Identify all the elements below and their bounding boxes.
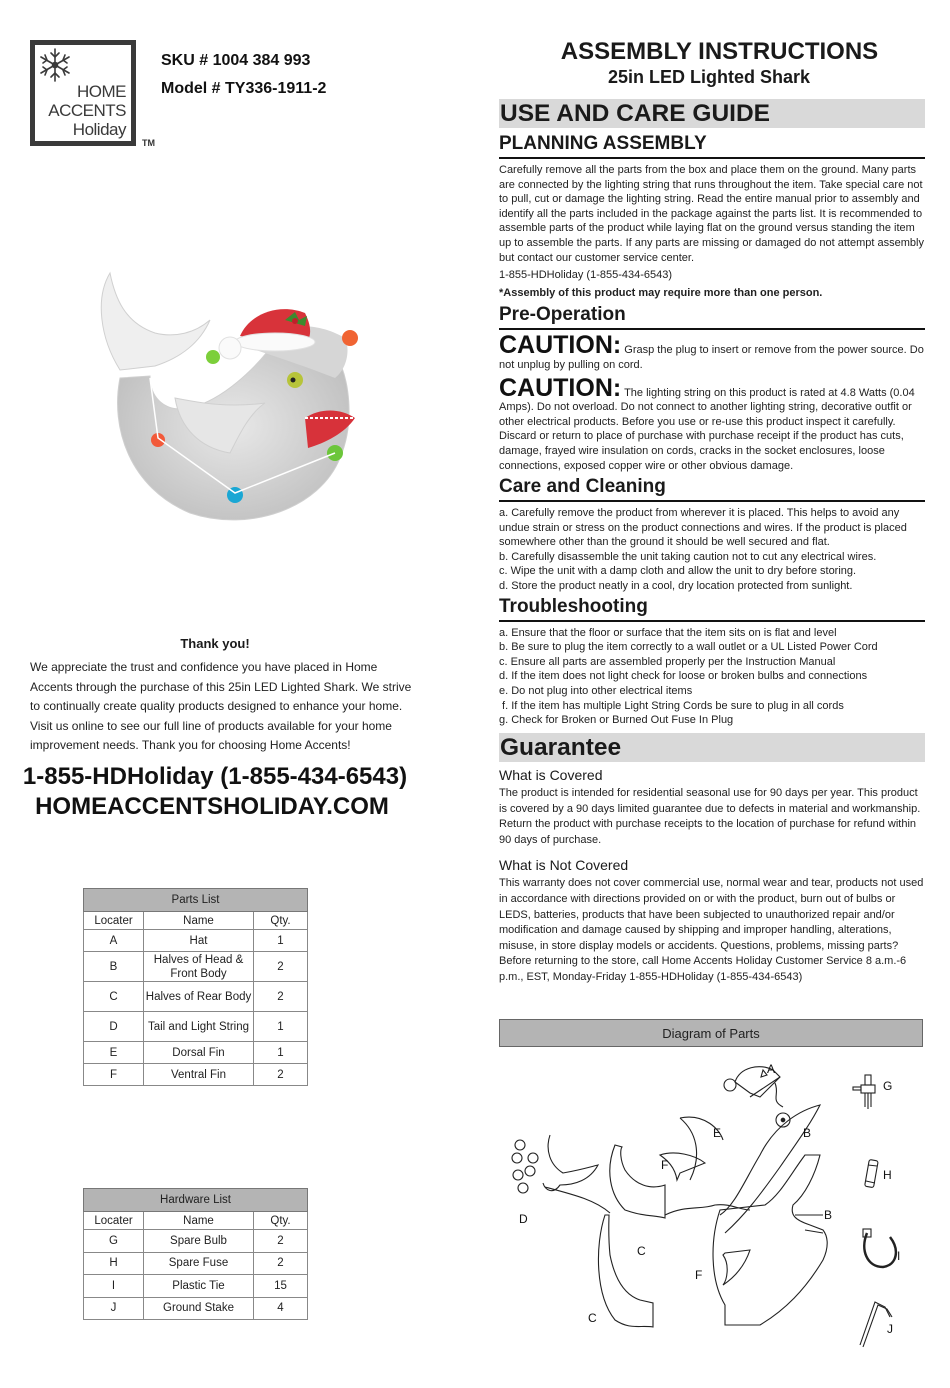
- diagram-label-f2: F: [695, 1268, 703, 1282]
- cell-name: Plastic Tie: [144, 1275, 254, 1298]
- cell-qty: 1: [254, 1042, 308, 1064]
- cell-qty: 1: [254, 930, 308, 952]
- what-is-covered-body: The product is intended for residential seasonal use for 90 days per year. This product is covered by a 90 days limited guarantee due to defects in material and workmanship. Return the product with purchase receipts to the location of purchase for refund within 90 days of purchase.: [499, 787, 921, 846]
- diagram-label-i: I: [897, 1249, 901, 1263]
- product-photo: [80, 258, 380, 538]
- planning-phone: 1-855-HDHoliday (1-855-434-6543): [499, 269, 673, 282]
- diagram-of-parts-header: Diagram of Parts: [499, 1019, 923, 1047]
- diagram-label-b2: B: [824, 1208, 833, 1222]
- cell-name: Halves of Rear Body: [144, 982, 254, 1012]
- cell-qty: 1: [254, 1012, 308, 1042]
- caution-label: CAUTION:: [499, 331, 622, 360]
- list-item: c. Wipe the unit with a damp cloth and allow the unit to dry before storing.: [499, 565, 857, 578]
- diagram-label-f: F: [661, 1158, 669, 1172]
- diagram-label-d: D: [519, 1212, 528, 1226]
- diagram-label-j: J: [887, 1322, 893, 1336]
- list-item: f. If the item has multiple Light String Cords be sure to plug in all cords: [499, 699, 844, 712]
- cell-locater: D: [84, 1012, 144, 1042]
- cell-name: Spare Fuse: [144, 1252, 254, 1275]
- use-care-guide-section: [499, 99, 925, 728]
- cell-name: Halves of Head & Front Body: [144, 952, 254, 982]
- cell-qty: 2: [254, 1252, 308, 1275]
- cell-qty: 2: [254, 1064, 308, 1086]
- caution-text: Grasp the plug to insert or remove from the power source. Do not unplug by pulling on cord.: [499, 344, 924, 371]
- logo-line-home: HOME: [77, 82, 126, 101]
- hardware-list-caption: Hardware List: [84, 1189, 308, 1212]
- table-row: [84, 1297, 308, 1320]
- trademark: TM: [142, 138, 155, 148]
- brand-logo: [30, 40, 136, 146]
- table-row: [84, 1012, 308, 1042]
- document-title: ASSEMBLY INSTRUCTIONS: [560, 38, 879, 65]
- logo-line-holiday: Holiday: [72, 120, 126, 139]
- guarantee-section: [499, 733, 925, 986]
- cell-qty: 4: [254, 1297, 308, 1320]
- planning-assembly-heading: PLANNING ASSEMBLY: [499, 132, 925, 159]
- column-header-name: Name: [144, 912, 254, 930]
- list-item: e. Do not plug into other electrical items: [499, 685, 693, 698]
- diagram-label-g: G: [883, 1079, 893, 1093]
- list-item: d. Store the product neatly in a cool, dry location protected from sunlight.: [499, 580, 853, 593]
- pre-operation-heading: Pre-Operation: [499, 303, 925, 330]
- table-row: [84, 982, 308, 1012]
- caution-1: [499, 333, 925, 372]
- list-item: g. Check for Broken or Burned Out Fuse In Plug: [499, 714, 734, 727]
- column-header-name: Name: [144, 1212, 254, 1230]
- list-item: a. Ensure that the floor or surface that the item sits on is flat and level: [499, 626, 837, 639]
- logo-line-accents: ACCENTS: [48, 101, 126, 120]
- table-row: [84, 1042, 308, 1064]
- hardware-list-table: [83, 1188, 308, 1320]
- parts-diagram: [505, 1055, 935, 1385]
- cell-locater: C: [84, 982, 144, 1012]
- cell-qty: 2: [254, 982, 308, 1012]
- cell-name: Ground Stake: [144, 1297, 254, 1320]
- troubleshooting-heading: Troubleshooting: [499, 595, 925, 622]
- plastic-tie-icon: [863, 1229, 896, 1267]
- diagram-label-c2: C: [588, 1311, 597, 1325]
- list-item: b. Be sure to plug the item correctly to a wall outlet or a UL Listed Power Cord: [499, 641, 878, 654]
- cell-name: Hat: [144, 930, 254, 952]
- what-is-not-covered-body: This warranty does not cover commercial use, normal wear and tear, products not used in accordance with directions provided on or with the product, burn out of bulbs or LEDS, batteries, products that have been subjected to unauthorized repair and/or modification and damage caused by shipping and improper handling, alterations, misuse, in store display models or accidents. Questions, problems, missing parts? Before returning to the store, call Home Accents Holiday Customer Service 8 a.m.-6 p.m., EST, Monday-Friday 1-855-HDHoliday (1-855-434-6543): [499, 877, 924, 983]
- diagram-label-c: C: [637, 1244, 646, 1258]
- cell-locater: H: [84, 1252, 144, 1275]
- diagram-label-a: A: [767, 1062, 776, 1076]
- cell-locater: F: [84, 1064, 144, 1086]
- table-row: [84, 1064, 308, 1086]
- list-item: b. Carefully disassemble the unit taking caution not to cut any electrical wires.: [499, 550, 877, 563]
- table-row: [84, 1230, 308, 1253]
- contact-website[interactable]: HOMEACCENTSHOLIDAY.COM: [35, 793, 389, 820]
- cell-locater: J: [84, 1297, 144, 1320]
- table-row: [84, 930, 308, 952]
- spare-fuse-icon: [865, 1160, 879, 1188]
- cell-locater: B: [84, 952, 144, 982]
- column-header-qty: Qty.: [254, 912, 308, 930]
- caution-2: [499, 373, 925, 474]
- planning-assembly-body: Carefully remove all the parts from the box and place them on the ground. Many parts are connected by the lighting string that runs throughout the item. Take special care not to pull, cut or damage the lighting string. Read the entire manual prior to assembly and identify all the parts included in the package against the parts list. It is recommended to assemble parts of the product while laying flat on the ground versus standing the item up to assemble the parts. If any parts are missing or damaged do not attempt assembly but contact our customer service center.: [499, 164, 924, 264]
- what-is-not-covered-heading: What is Not Covered: [499, 857, 629, 874]
- cell-name: Tail and Light String: [144, 1012, 254, 1042]
- parts-list-caption: Parts List: [84, 889, 308, 912]
- planning-note: *Assembly of this product may require more than one person.: [499, 286, 823, 299]
- diagram-label-e: E: [713, 1126, 722, 1140]
- list-item: d. If the item does not light check for loose or broken bulbs and connections: [499, 670, 868, 683]
- caution-label: CAUTION:: [499, 373, 622, 402]
- cell-name: Dorsal Fin: [144, 1042, 254, 1064]
- document-subtitle: 25in LED Lighted Shark: [607, 67, 811, 87]
- cell-locater: A: [84, 930, 144, 952]
- cell-name: Spare Bulb: [144, 1230, 254, 1253]
- spare-bulb-icon: [853, 1075, 875, 1109]
- model-number: Model # TY336-1911-2: [161, 80, 327, 97]
- table-row: [84, 1275, 308, 1298]
- column-header-locater: Locater: [84, 912, 144, 930]
- cell-locater: E: [84, 1042, 144, 1064]
- cell-qty: 2: [254, 952, 308, 982]
- care-cleaning-heading: Care and Cleaning: [499, 475, 925, 502]
- parts-list-table: [83, 888, 308, 1086]
- contact-phone: 1-855-HDHoliday (1-855-434-6543): [22, 763, 408, 790]
- list-item: a. Carefully remove the product from wherever it is placed. This helps to avoid any undue strain or stress on the product connections and wires. If the product is placed somewhere other than the ground it should be well secured and flat.: [499, 507, 907, 549]
- cell-qty: 15: [254, 1275, 308, 1298]
- thank-you-body: We appreciate the trust and confidence you have placed in Home Accents through the purchase of this 25in LED Lighted Shark. We strive to continually create quality products designed to enhance your home. Visit us online to see our full line of products available for your home improvement needs. Thank you for choosing Home Accents!: [30, 660, 412, 752]
- thank-you-title: Thank you!: [180, 636, 250, 651]
- troubleshooting-list: [499, 626, 925, 728]
- cell-qty: 2: [254, 1230, 308, 1253]
- table-row: [84, 952, 308, 982]
- guarantee-band: Guarantee: [499, 733, 925, 762]
- what-is-covered-heading: What is Covered: [499, 767, 603, 783]
- cell-name: Ventral Fin: [144, 1064, 254, 1086]
- diagram-label-h: H: [883, 1168, 892, 1182]
- list-item: c. Ensure all parts are assembled properly per the Instruction Manual: [499, 655, 836, 668]
- column-header-qty: Qty.: [254, 1212, 308, 1230]
- cell-locater: G: [84, 1230, 144, 1253]
- use-care-guide-band: USE AND CARE GUIDE: [499, 99, 925, 128]
- sku-number: SKU # 1004 384 993: [161, 52, 311, 69]
- caution-text: The lighting string on this product is rated at 4.8 Watts (0.04 Amps). Do not overload. Do not connect to another lighting string, decorative outfit or other electrical products. Before you use or re-use this product inspect it carefully. Discard or return to place of purchase with purchase receipt if the product has cuts, damage, frayed wire insulation on cords, cracks in the socket enclosures, loose connections, exposed copper wire or other obvious damage.: [499, 386, 915, 472]
- cell-locater: I: [84, 1275, 144, 1298]
- table-row: [84, 1252, 308, 1275]
- care-cleaning-list: [499, 506, 925, 594]
- diagram-label-b: B: [803, 1126, 812, 1140]
- column-header-locater: Locater: [84, 1212, 144, 1230]
- logo-wordmark: [48, 82, 126, 139]
